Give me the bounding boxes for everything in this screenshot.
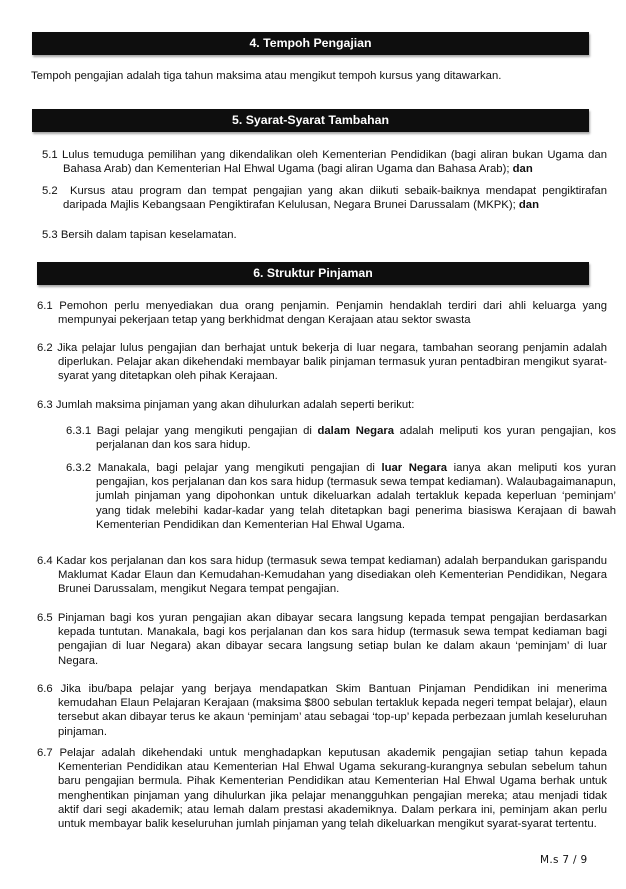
item-number: 6.7 [37, 747, 53, 759]
item-number: 6.6 [37, 683, 53, 695]
section-4-heading: 4. Tempoh Pengajian [32, 32, 589, 55]
item-6-2 [37, 341, 607, 384]
item-text-pre: Manakala, bagi pelajar yang mengikuti pengajian di [97, 462, 375, 474]
item-number: 6.3 [37, 399, 53, 411]
item-6-6 [37, 682, 607, 739]
item-number: 6.3.2 [66, 462, 92, 474]
page-number: M.s 7 / 9 [540, 854, 588, 866]
item-text: Jika ibu/bapa pelajar yang berjaya mendapatkan Skim Bantuan Pinjaman Pendidikan ini menerima kemudahan Elaun Pelajaran Kerajaan (maksima $800 sebulan tertakluk kepada negeri tempat belajar), elaun tersebut akan dibayar terus ke akaun ‘peminjam’ atau sebagai ‘top-up’ kepada perbezaan jumlah keseluruhan pinjaman. [58, 683, 608, 738]
item-text: Pemohon perlu menyediakan dua orang penjamin. Penjamin hendaklah terdiri dari ahli keluarga yang mempunyai pekerjaan tetap yang berkhidmat dengan Kerajaan atau sektor swasta [58, 300, 607, 327]
item-6-4 [37, 554, 607, 597]
item-6-5 [37, 611, 607, 668]
item-text-bold: luar Negara [381, 462, 448, 474]
item-text-post: ianya akan meliputi kos yuran pengajian, kos perjalanan dan kos sara hidup (termasuk sewa tempat kediaman). Walaubagaimanapun, jumlah pinjaman yang dipohonkan untuk dikeluarkan adalah tertakluk kepada keperluan ‘peminjam’ yang tidak melebihi kadar-kadar yang telah ditetapkan bagi penerima biasiswa Kerajaan di bawah Kementerian Pendidikan dan Kementerian Hal Ehwal Ugama. [96, 462, 617, 531]
section-6-heading: 6. Struktur Pinjaman [37, 262, 589, 285]
item-bold-tail: dan [518, 199, 539, 212]
item-text: Lulus temuduga pemilihan yang dikendalikan oleh Kementerian Pendidikan (bagi aliran bukan Ugama dan Bahasa Arab) dan Kementerian Hal Ehwal Ugama (bagi aliran Ugama dan Bahasa Arab); [62, 149, 607, 176]
item-text-pre: Bagi pelajar yang mengikuti pengajian di [96, 425, 312, 437]
item-number: 6.4 [37, 555, 53, 567]
item-text: Kadar kos perjalanan dan kos sara hidup (termasuk sewa tempat kediaman) adalah berpandukan garispandu Maklumat Kadar Elaun dan Kemudahan-Kemudahan yang disediakan oleh Kementerian Pendidikan, Negara Brunei Darussalam, mengikut Negara tempat pengajian. [56, 555, 607, 596]
item-text: Pinjaman bagi kos yuran pengajian akan dibayar secara langsung kepada tempat pengajian berdasarkan kepada tuntutan. Manakala, bagi kos perjalanan dan kos sara hidup (termasuk sewa tempat kediaman bagi pengajian di luar Negara) akan dibayar secara langsung setiap bulan ke dalam akaun ‘peminjam’ di luar Negara. [57, 612, 608, 667]
item-number: 6.3.1 [66, 425, 92, 437]
item-6-1 [37, 299, 607, 327]
item-6-7 [37, 746, 607, 831]
item-6-3-2 [66, 461, 616, 532]
item-text: Jumlah maksima pinjaman yang akan dihulurkan adalah seperti berikut: [55, 399, 415, 411]
item-bold-tail: dan [512, 163, 533, 176]
item-number: 5.3 [42, 229, 58, 241]
item-number: 6.2 [37, 342, 53, 354]
item-5-2 [42, 184, 607, 212]
item-number: 5.2 [42, 185, 58, 197]
item-number: 5.1 [42, 149, 58, 161]
item-text: Jika pelajar lulus pengajian dan berhajat untuk bekerja di luar negara, tambahan seorang penjamin adalah diperlukan. Pelajar akan dikehendaki membayar balik pinjaman termasuk yuran pentadbiran mengikut syarat-syarat yang ditetapkan oleh pihak Kerajaan. [57, 342, 607, 383]
item-text: Bersih dalam tapisan keselamatan. [60, 229, 237, 241]
section-5-heading: 5. Syarat-Syarat Tambahan [32, 109, 589, 132]
item-text-post: adalah meliputi kos yuran pengajian, kos perjalanan dan kos sara hidup. [96, 425, 617, 452]
item-text: Pelajar adalah dikehendaki untuk menghadapkan keputusan akademik pengajian setiap tahun kepada Kementerian Pendidikan atau Kementerian Hal Ehwal Ugama sekurang-kurangnya sebulan sebelum tahun baru pengajian bermula. Pihak Kementerian Pendidikan atau Kementerian Hal Ehwal Ugama berhak untuk menghentikan pinjaman yang dihulurkan jika pelajar menangguhkan pengajian mereka; atau menjadi tidak aktif dari segi akademik; atau lemah dalam prestasi akademiknya. Dalam perkara ini, peminjam akan perlu untuk membayar balik keseluruhan jumlah pinjaman yang telah dikeluarkan mengikut syarat-syarat tertentu. [58, 747, 607, 831]
item-5-3 [42, 228, 607, 242]
section-4-text: Tempoh pengajian adalah tiga tahun maksima atau mengikut tempoh kursus yang ditawarkan. [31, 70, 502, 82]
item-6-3-1 [66, 424, 616, 452]
item-number: 6.1 [37, 300, 53, 312]
item-number: 6.5 [37, 612, 53, 624]
item-6-3 [37, 398, 607, 412]
item-text-bold: dalam Negara [317, 425, 395, 437]
item-text: Kursus atau program dan tempat pengajian yang akan diikuti sebaik-baiknya mendapat pengiktirafan daripada Majlis Kebangsaan Pengiktirafan Kelulusan, Negara Brunei Darussalam (MKPK); [63, 185, 607, 212]
item-5-1 [42, 148, 607, 176]
